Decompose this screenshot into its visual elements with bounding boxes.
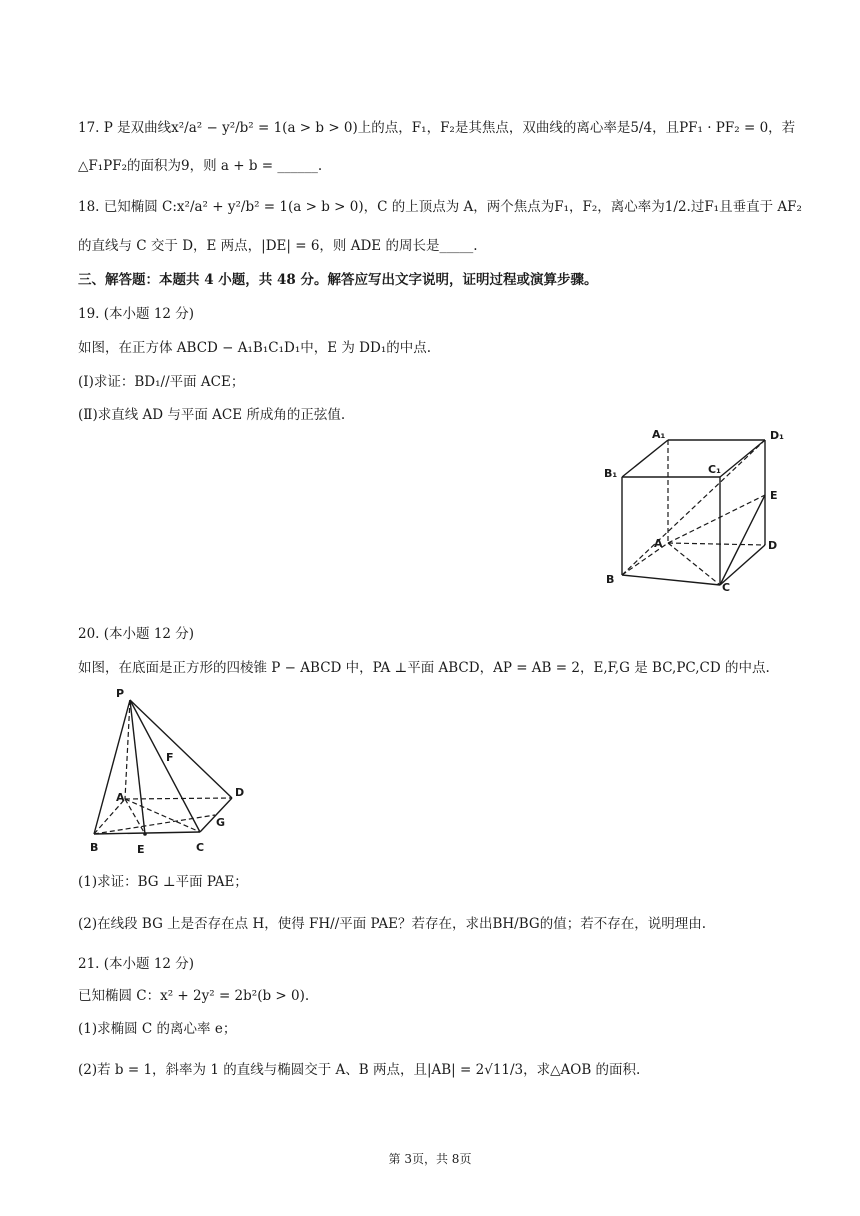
- cube-label-a1: A₁: [652, 428, 666, 441]
- cube-label-b1: B₁: [604, 467, 618, 480]
- page-footer: 第 3页，共 8页: [388, 1152, 472, 1166]
- cube-label-b: B: [606, 573, 615, 586]
- cube-label-c1: C₁: [708, 463, 721, 476]
- pyramid-label-a: A: [116, 791, 125, 804]
- q17-line1: 17. P 是双曲线x²/a² − y²/b² = 1(a > b > 0)上的点，F₁，F₂是其焦点，双曲线的离心率是5/4，且PF₁ · PF₂ = 0，若: [78, 120, 796, 136]
- pyramid-label-b: B: [90, 841, 99, 854]
- cube-label-d: D: [768, 539, 778, 552]
- q21-part1: (1)求椭圆 C 的离心率 e；: [78, 1021, 237, 1037]
- q21-stem: 已知椭圆 C：x² + 2y² = 2b²(b > 0).: [78, 988, 310, 1004]
- pyramid-label-c: C: [196, 841, 205, 854]
- pyramid-label-f: F: [166, 751, 174, 764]
- pyramid-label-p: P: [116, 687, 125, 700]
- q21-part2: (2)若 b = 1，斜率为 1 的直线与椭圆交于 A、B 两点，且|AB| = 2√11/3，求△AOB 的面积.: [78, 1062, 641, 1078]
- pyramid-label-g: G: [216, 816, 226, 829]
- cube-figure: [600, 425, 800, 595]
- q17-line2: △F₁PF₂的面积为9，则 a + b = ______.: [78, 158, 323, 174]
- q19-part2: (Ⅱ)求直线 AD 与平面 ACE 所成角的正弦值.: [78, 407, 346, 423]
- section-3-heading: 三、解答题：本题共 4 小题，共 48 分。解答应写出文字说明，证明过程或演算步骤。: [78, 272, 598, 288]
- q20-part1: (1)求证：BG ⊥平面 PAE；: [78, 874, 248, 890]
- q20-part2: (2)在线段 BG 上是否存在点 H，使得 FH//平面 PAE？若存在，求出BH/BG的值；若不存在，说明理由.: [78, 916, 706, 932]
- cube-label-d1: D₁: [770, 429, 784, 442]
- q19-stem: 如图，在正方体 ABCD − A₁B₁C₁D₁中，E 为 DD₁的中点.: [78, 340, 432, 356]
- cube-label-e: E: [770, 489, 778, 502]
- pyramid-label-e: E: [137, 843, 145, 856]
- q20-stem: 如图，在底面是正方形的四棱锥 P − ABCD 中，PA ⊥平面 ABCD，AP = AB = 2，E,F,G 是 BC,PC,CD 的中点.: [78, 660, 770, 676]
- q19-part1: (Ⅰ)求证：BD₁//平面 ACE；: [78, 374, 245, 390]
- cube-label-c: C: [722, 581, 731, 594]
- pyramid-label-d: D: [235, 786, 245, 799]
- q18-line1: 18. 已知椭圆 C:x²/a² + y²/b² = 1(a > b > 0)，C 的上顶点为 A，两个焦点为F₁，F₂，离心率为1/2.过F₁且垂直于 AF₂: [78, 199, 802, 215]
- q21-header: 21. (本小题 12 分): [78, 956, 195, 972]
- q19-header: 19. (本小题 12 分): [78, 306, 195, 322]
- cube-label-a: A: [654, 537, 663, 550]
- q18-line2: 的直线与 C 交于 D，E 两点，|DE| = 6，则 ADE 的周长是_____.: [78, 238, 478, 254]
- pyramid-figure: [82, 684, 262, 864]
- q20-header: 20. (本小题 12 分): [78, 626, 195, 642]
